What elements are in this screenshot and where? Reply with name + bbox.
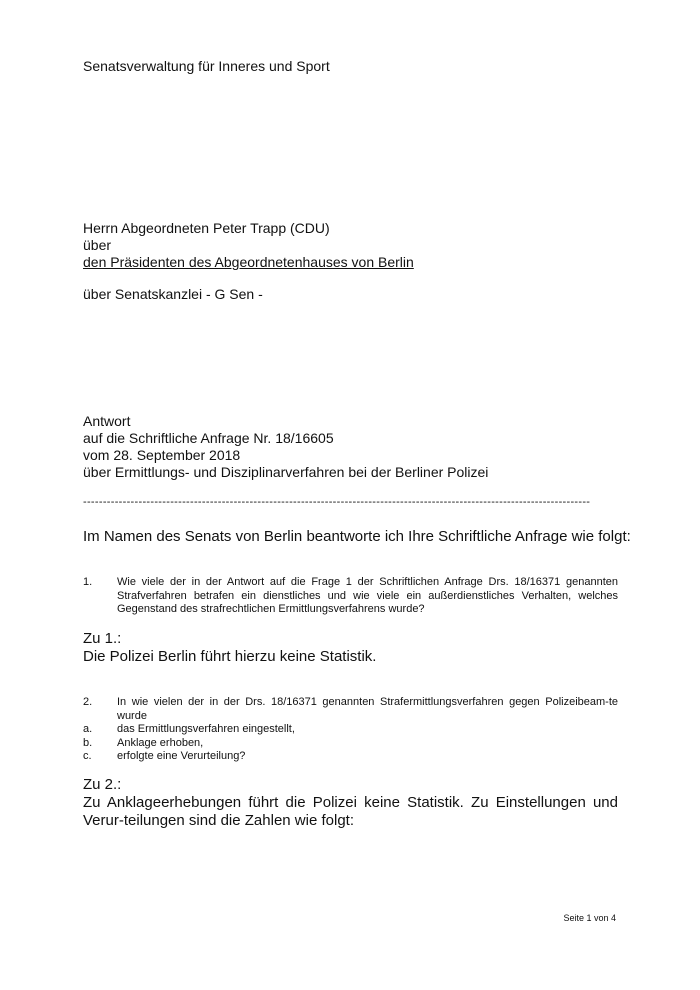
question-1-text: Wie viele der in der Antwort auf die Frage 1 der Schriftlichen Anfrage Drs. 18/16371 genannten Strafverfahren betrafen ein dienstliches und wie viele ein außerdienstliches Verhalten, welches Gegenstand des strafrechtlichen Ermittlungsverfahrens wurde? [117,576,618,615]
subject-title: Antwort [83,413,131,429]
question-2-item-text: das Ermittlungsverfahren eingestellt, [117,723,295,735]
question-1 [83,576,618,617]
question-2-text: In wie vielen der in der Drs. 18/16371 genannten Strafermittlungsverfahren gegen Polizeibeam-te wurde [117,696,618,722]
recipient-line: Herrn Abgeordneten Peter Trapp (CDU) [83,220,330,236]
question-2-item-label: a. [83,723,93,735]
agency-header: Senatsverwaltung für Inneres und Sport [83,58,330,74]
answer-1-heading: Zu 1.: [83,630,122,647]
answer-2-heading: Zu 2.: [83,776,122,793]
via-line: über [83,237,112,253]
question-2-number: 2. [83,696,93,708]
question-1-number: 1. [83,576,93,588]
separator-line: -------------------------------------------------------------------------------------------------------------------------------- [83,496,591,508]
chancellery-line: über Senatskanzlei - G Sen - [83,286,263,302]
question-2-item-text: erfolgte eine Verurteilung? [117,750,246,762]
page-number: Seite 1 von 4 [563,913,616,923]
question-2 [83,696,618,764]
question-2-item-label: b. [83,736,93,749]
question-2-item-text: Anklage erhoben, [117,736,204,749]
question-2-item-label: c. [83,750,92,762]
president-line: den Präsidenten des Abgeordnetenhauses von Berlin [83,254,414,270]
intro-text: Im Namen des Senats von Berlin beantworte ich Ihre Schriftliche Anfrage wie folgt: [83,528,631,545]
answer-1-text: Die Polizei Berlin führt hierzu keine Statistik. [83,648,377,665]
subject-inquiry: auf die Schriftliche Anfrage Nr. 18/16605 [83,430,334,446]
answer-2-text: Zu Anklageerhebungen führt die Polizei keine Statistik. Zu Einstellungen und Verur-teilungen sind die Zahlen wie folgt: [83,794,618,829]
subject-topic: über Ermittlungs- und Disziplinarverfahren bei der Berliner Polizei [83,464,489,480]
subject-date: vom 28. September 2018 [83,447,241,463]
